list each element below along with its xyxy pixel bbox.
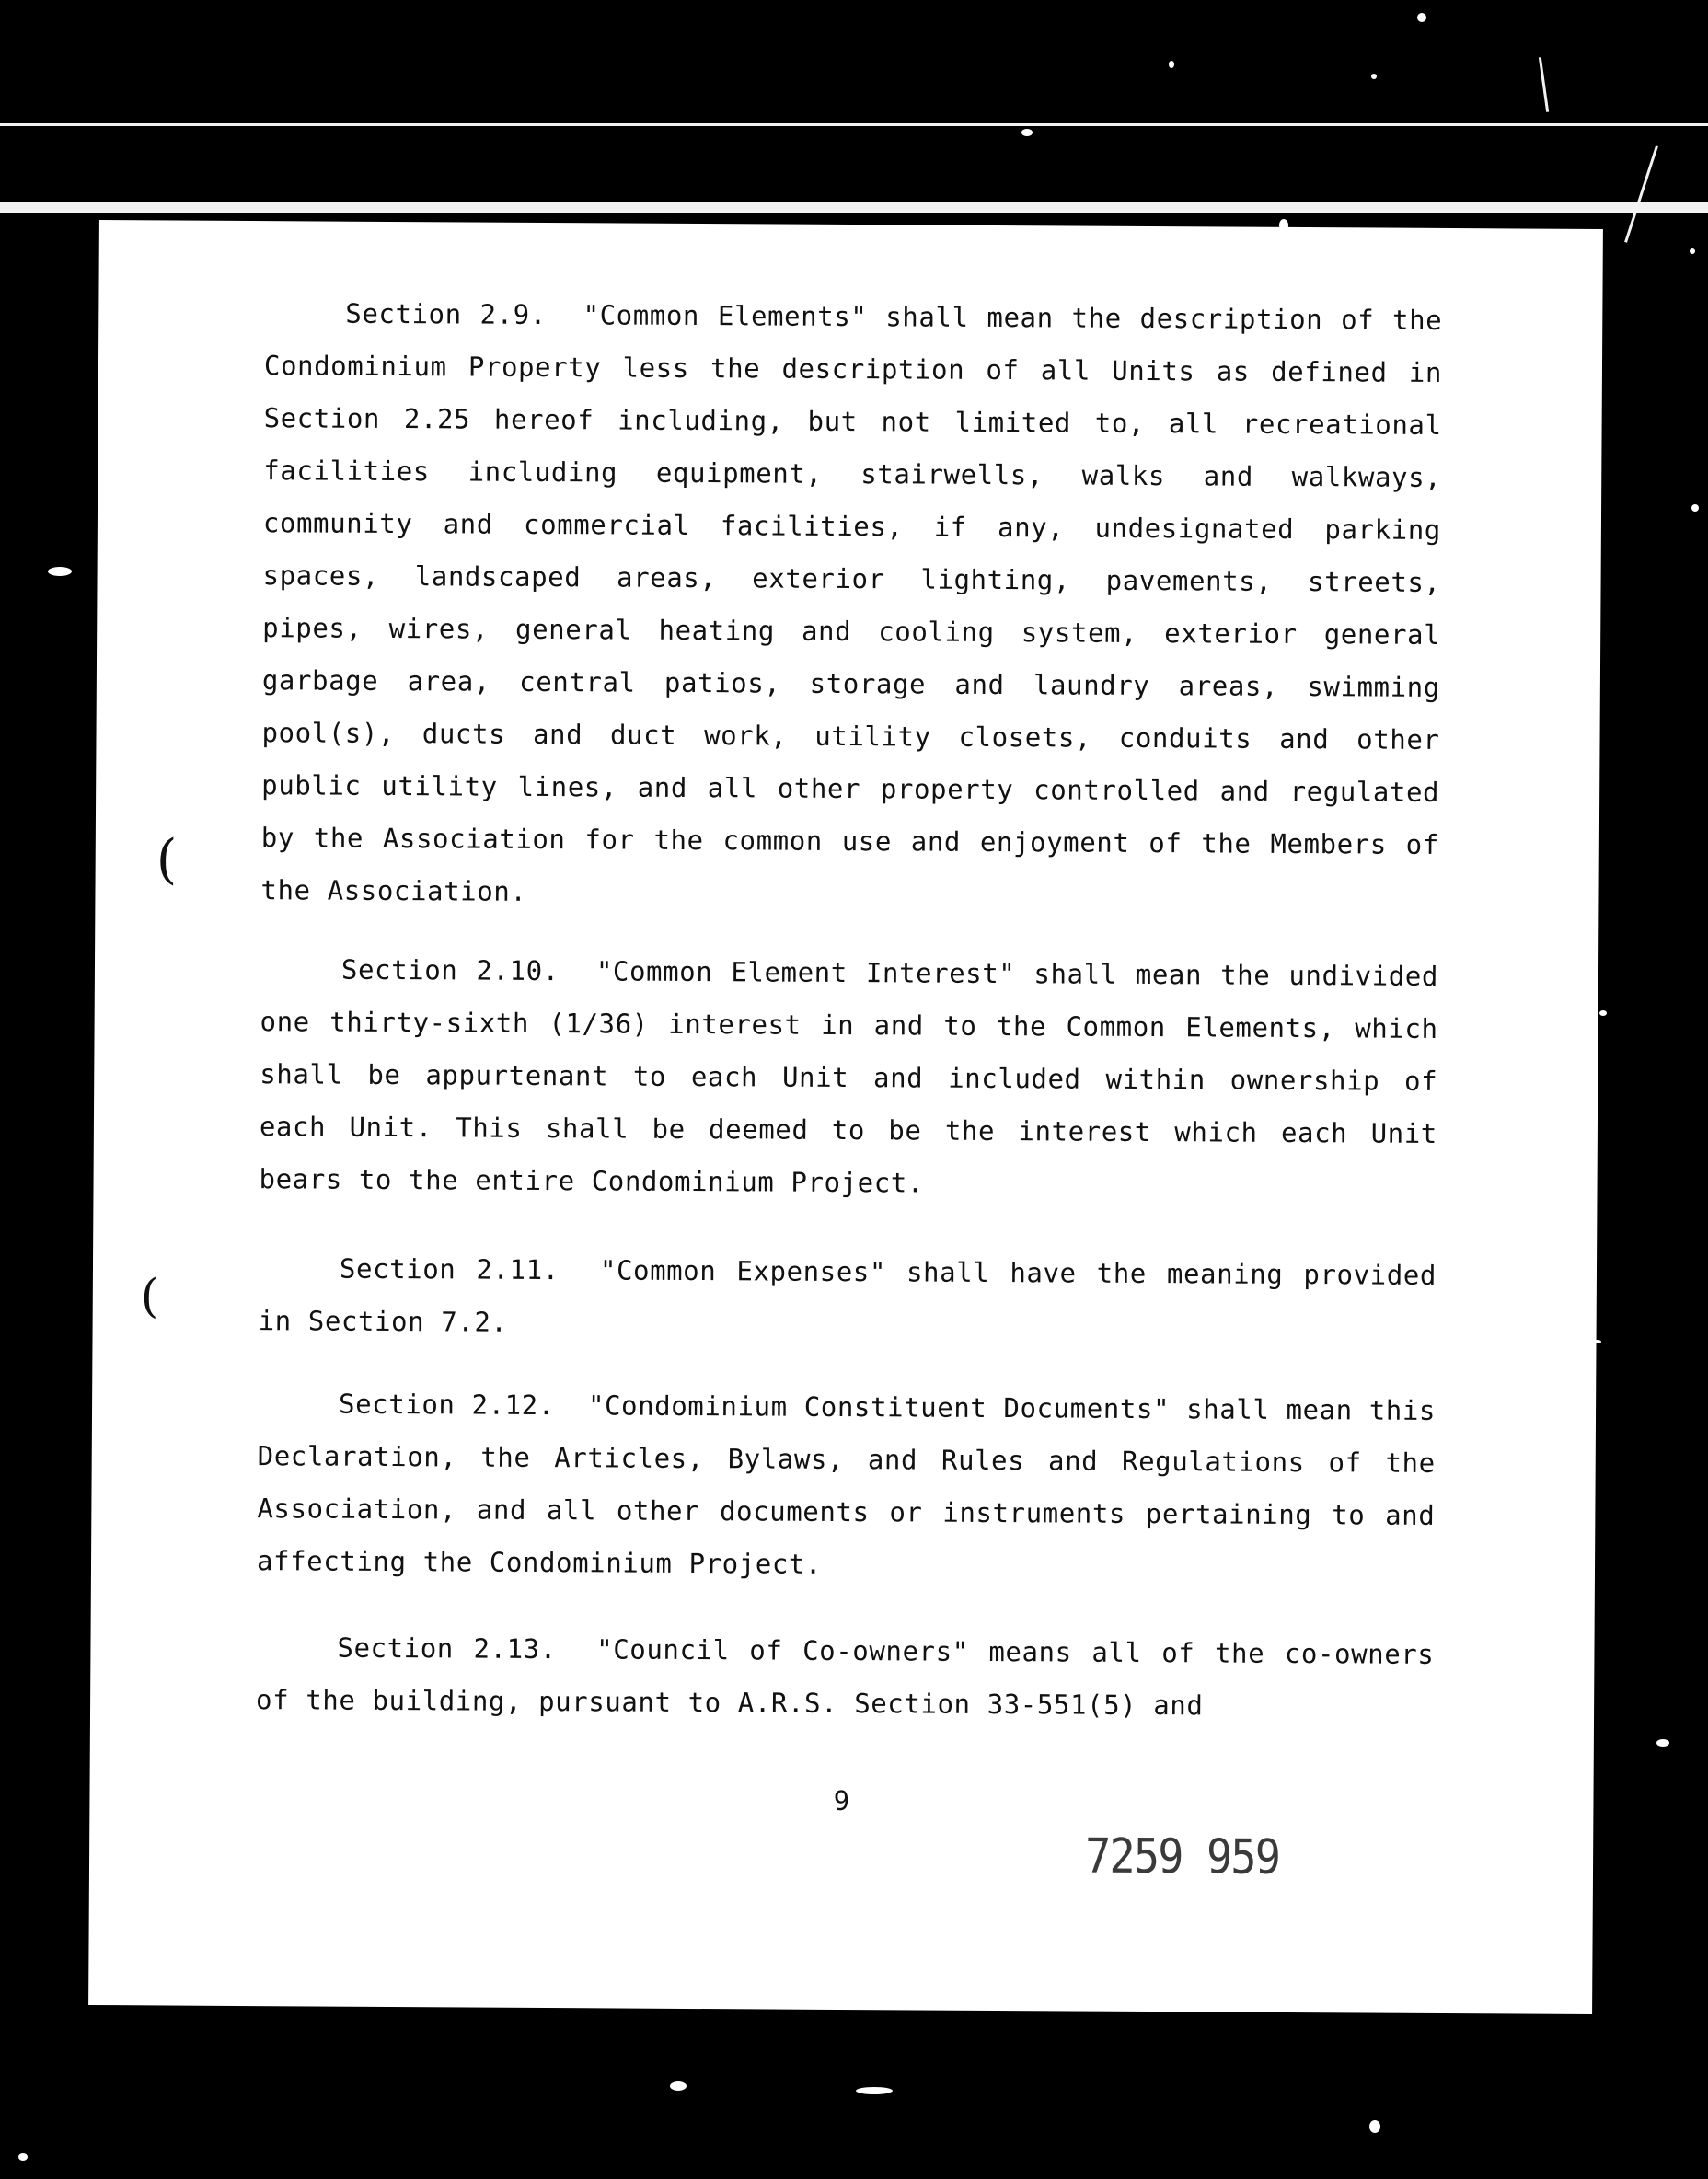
recording-stamp: 7259 959 <box>1084 1828 1280 1885</box>
margin-bracket-mark: ( <box>156 827 178 891</box>
section-text: "Common Element Interest" shall mean the undivided one thirty-sixth (1/36) interest in and to the Common Elements, which shall be appurtenant to each Unit and included within ownership of each Unit. This shall be deemed to be the interest which each Unit bears to the entire Condominium Project. <box>259 955 1439 1199</box>
section-2-10-paragraph <box>259 943 1438 1213</box>
noise-speck <box>856 2087 893 2094</box>
scanner-line-bottom <box>0 202 1708 213</box>
noise-speck <box>18 2153 28 2161</box>
noise-speck <box>670 2081 687 2091</box>
noise-speck <box>1656 1739 1669 1747</box>
scanner-streak <box>1539 57 1549 112</box>
noise-speck <box>1691 504 1699 512</box>
scanner-line-top <box>0 123 1708 126</box>
margin-bracket-mark: ( <box>140 1269 159 1323</box>
section-text: "Council of Co-owners" means all of the co-owners of the building, pursuant to A.R.S. Section 33-551(5) and <box>256 1633 1435 1722</box>
noise-speck <box>48 567 72 576</box>
section-heading: Section 2.11. <box>339 1252 560 1286</box>
section-heading: Section 2.10. <box>340 953 560 987</box>
noise-speck <box>1417 13 1426 22</box>
section-2-12-paragraph <box>257 1378 1436 1595</box>
section-text: "Condominium Constituent Documents" shall mean this Declaration, the Articles, Bylaws, and Rules and Regulations of the Association, and all other documents or instruments pertaining to and affecting the Condominium Project. <box>256 1389 1437 1580</box>
noise-speck <box>1169 61 1174 68</box>
section-2-11-paragraph <box>258 1242 1437 1355</box>
section-heading: Section 2.12. <box>338 1388 555 1422</box>
section-heading: Section 2.13. <box>337 1631 557 1666</box>
page-number: 9 <box>833 1784 850 1817</box>
section-text: "Common Expenses" shall have the meaning provided in Section 7.2. <box>258 1254 1437 1338</box>
section-2-13-paragraph <box>256 1621 1435 1734</box>
noise-speck <box>1690 248 1695 254</box>
document-page <box>88 220 1603 2014</box>
scanner-streak <box>1624 145 1658 243</box>
section-heading: Section 2.9. <box>345 297 547 330</box>
noise-speck <box>1599 1010 1607 1016</box>
noise-speck <box>1371 74 1377 79</box>
section-text: "Common Elements" shall mean the description of the Condominium Property less the description of all Units as defined in Section 2.25 hereof including, but not limited to, all recreational facilities including equipment, stairwells, walks and walkways, community and commercial facilities, if any, undesignated parking spaces, landscaped areas, exterior lighting, pavements, streets, pipes, wires, general heating and cooling system, exterior general garbage area, central patios, storage and laundry areas, swimming pool(s), ducts and duct work, utility closets, conduits and other public utility lines, and all other property controlled and regulated by the Association for the common use and enjoyment of the Members of the Association. <box>260 299 1443 907</box>
noise-speck <box>1021 129 1033 136</box>
noise-speck <box>1369 2120 1380 2133</box>
section-2-9-paragraph <box>260 287 1442 924</box>
